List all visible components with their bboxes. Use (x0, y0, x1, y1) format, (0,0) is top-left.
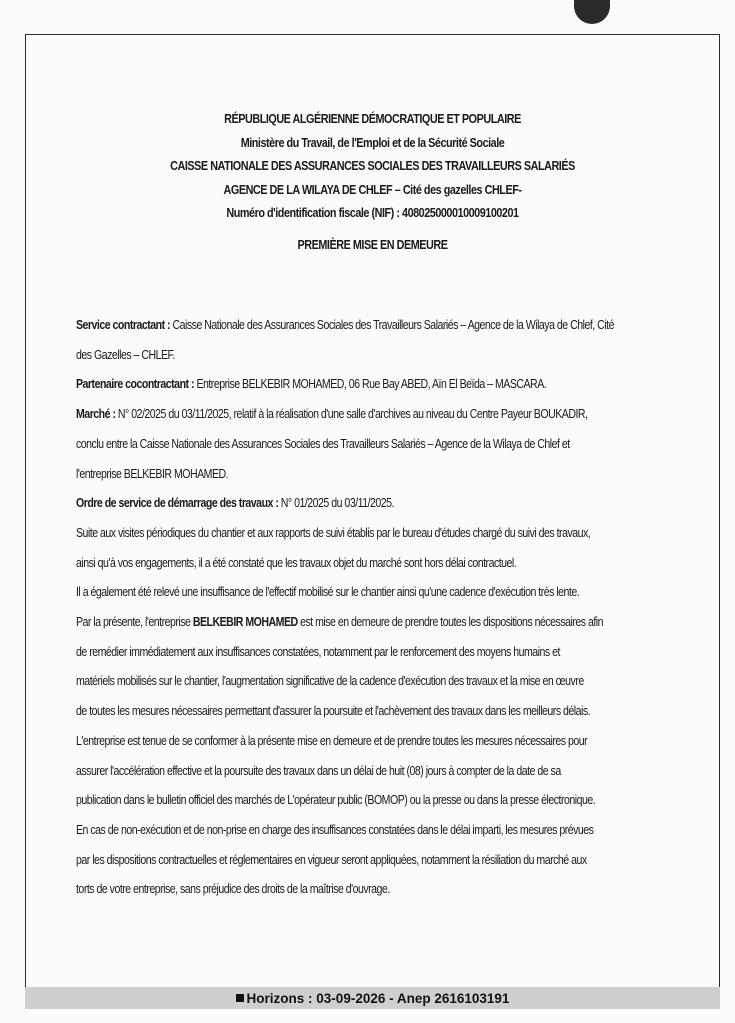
ordre-label: Ordre de service de démarrage des travaux : (76, 496, 279, 511)
paragraph-4-line-3: publication dans le bulletin officiel des marchés de L'opérateur public (BOMOP) ou la presse ou dans la presse électronique. (76, 793, 596, 808)
paragraph-3-pre: Par la présente, l'entreprise (76, 615, 193, 630)
ministry-heading: Ministère du Travail, de l'Emploi et de la Sécurité Sociale (240, 135, 505, 150)
paragraph-2-line-1: Il a également été relevé une insuffisance de l'effectif mobilisé sur le chantier ainsi qu'une cadence d'exécution très lente. (76, 585, 580, 600)
service-line-1 (76, 311, 696, 341)
republic-heading: RÉPUBLIQUE ALGÉRIENNE DÉMOCRATIQUE ET POPULAIRE (224, 112, 521, 126)
service-line-2: des Gazelles – CHLEF. (76, 347, 175, 362)
paragraph-1-line-1: Suite aux visites périodiques du chantier et aux rapports de suivi établis par le bureau d'études chargé du suivi des travaux, (76, 525, 591, 540)
service-label: Service contractant : (76, 318, 171, 332)
paragraph-3-line-3: matériels mobilisés sur le chantier, l'augmentation significative de la cadence d'exécution des travaux et la mise en œuvre (76, 674, 584, 689)
paragraph-5-line-1: En cas de non-exécution et de non-prise en charge des insuffisances constatées dans le délai imparti, les mesures prévues (76, 822, 594, 837)
ordre-line (76, 489, 696, 519)
partner-text: Entreprise BELKEBIR MOHAMED, 06 Rue Bay ABED, Aïn El Beïda – MASCARA. (194, 377, 547, 392)
paragraph-5-line-3: torts de votre entreprise, sans préjudice des droits de la maîtrise d'ouvrage. (76, 882, 390, 897)
paragraph-3-line-4: de toutes les mesures nécessaires permettant d'assurer la poursuite et l'achèvement des travaux dans les meilleurs délais. (76, 704, 591, 719)
service-text: Caisse Nationale des Assurances Sociales des Travailleurs Salariés – Agence de la Wilaya de Chlef, Cité (170, 318, 614, 332)
notice-body (76, 311, 696, 905)
paragraph-3-line-1 (76, 608, 696, 638)
publication-reference: Horizons : 03-09-2026 - Anep 2616103191 (246, 990, 510, 1006)
ink-blot (574, 0, 610, 24)
publication-footer (25, 987, 720, 1009)
marche-text: N° 02/2025 du 03/11/2025, relatif à la réalisation d'une salle d'archives au niveau du Centre Payeur BOUKADIR, (115, 407, 588, 422)
paragraph-3-line-2: de remédier immédiatement aux insuffisances constatées, notamment par le renforcement des moyens humains et (76, 644, 560, 659)
square-bullet-icon (236, 994, 244, 1002)
marche-line-1 (76, 400, 696, 430)
paragraph-4-line-1: L'entreprise est tenue de se conformer à la présente mise en demeure et de prendre toutes les mesures nécessaires pour (76, 733, 588, 748)
notice-title: PREMIÈRE MISE EN DEMEURE (297, 237, 448, 252)
paragraph-5-line-2: par les dispositions contractuelles et réglementaires en vigueur seront appliquées, notamment la résiliation du marché aux (76, 852, 587, 867)
ordre-text: N° 01/2025 du 03/11/2025. (278, 496, 394, 511)
paragraph-1-line-2: ainsi qu'à vos engagements, il a été constaté que les travaux objet du marché sont hors délai contractuel. (76, 555, 517, 570)
company-name-bold: BELKEBIR MOHAMED (192, 615, 298, 630)
paragraph-4-line-2: assurer l'accélération effective et la poursuite des travaux dans un délai de huit (08) jours à compter de la date de sa (76, 763, 561, 778)
paragraph-3-post: est mise en demeure de prendre toutes les dispositions nécessaires afin (297, 615, 603, 630)
marche-label: Marché : (76, 407, 116, 422)
marche-line-2: conclu entre la Caisse Nationale des Assurances Sociales des Travailleurs Salariés – Agence de la Wilaya de Chlef et (76, 436, 570, 451)
caisse-heading: CAISSE NATIONALE DES ASSURANCES SOCIALES DES TRAVAILLEURS SALARIÉS (170, 159, 575, 173)
partner-line (76, 370, 696, 400)
partner-label: Partenaire cocontractant : (76, 377, 195, 392)
notice-header (25, 108, 720, 257)
marche-line-3: l'entreprise BELKEBIR MOHAMED. (76, 466, 229, 481)
nif-heading: Numéro d'identification fiscale (NIF) : 408025000010009100201 (226, 206, 519, 220)
agence-heading: AGENCE DE LA WILAYA DE CHLEF – Cité des gazelles CHLEF- (223, 182, 522, 197)
